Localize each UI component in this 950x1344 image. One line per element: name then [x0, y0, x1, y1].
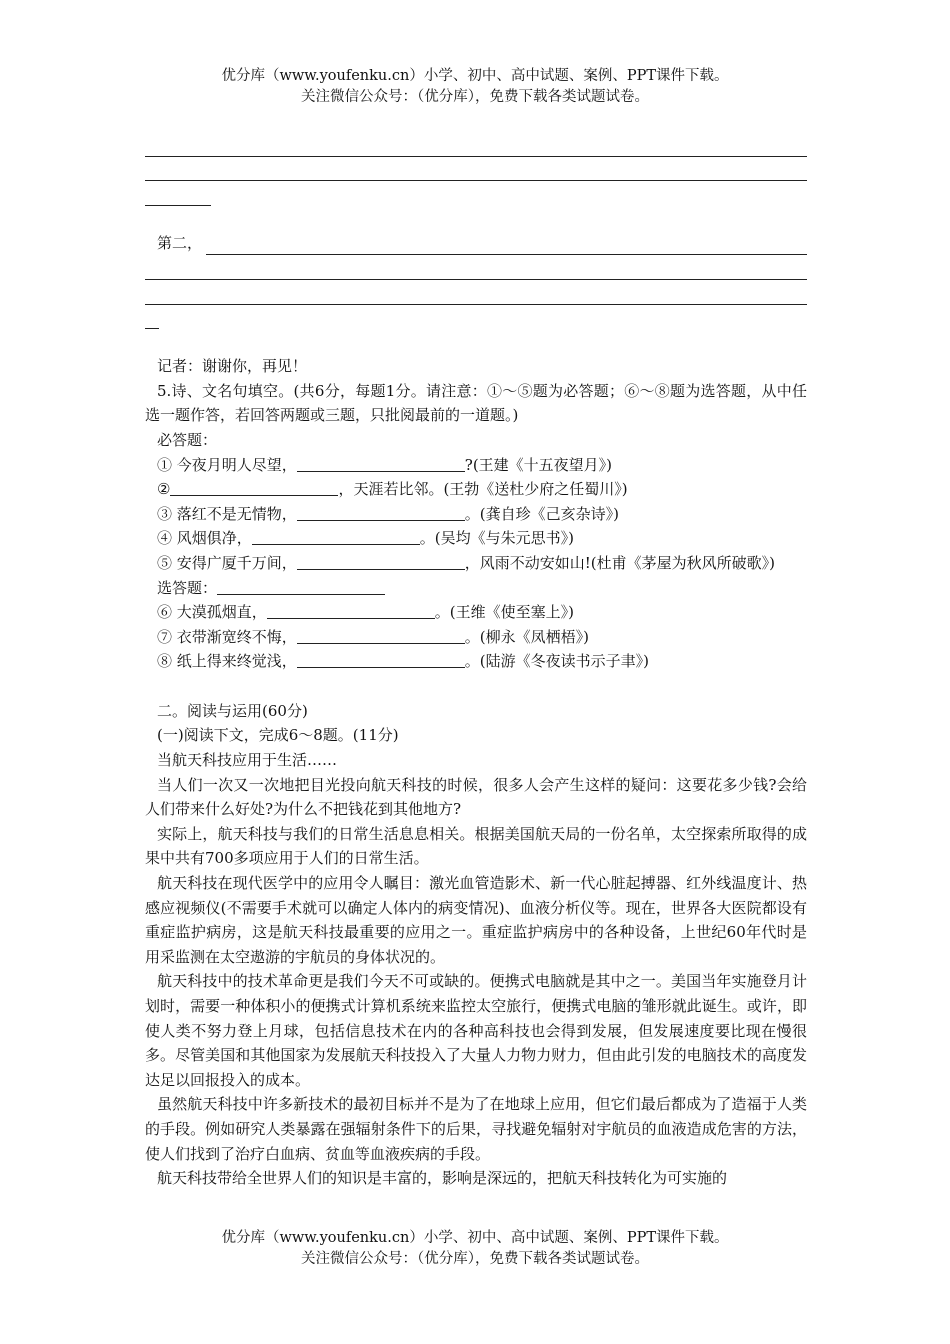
- article-paragraph: 航天科技在现代医学中的应用令人瞩目：激光血管造影术、新一代心脏起搏器、红外线温度计、热感应视频仪(不需要手术就可以确定人体内的病变情况)、血液分析仪等。现在，世界各大医院都设有重症监护病房，这是航天科技最重要的应用之一。重症监护病房中的各种设备，上世纪60年代时是用采监测在太空遨游的宇航员的身体状况的。: [145, 874, 807, 966]
- article-paragraph: 航天科技带给全世界人们的知识是丰富的，影响是深远的，把航天科技转化为可实施的: [157, 1169, 728, 1188]
- article-paragraph: 当人们一次又一次地把目光投向航天科技的时候，很多人会产生这样的疑问：这要花多少钱?会给人们带来什么好处?为什么不把钱花到其他地方?: [145, 775, 807, 819]
- page-footer: [0, 1228, 950, 1270]
- footer-line-1: 优分库（www.youfenku.cn）小学、初中、高中试题、案例、PPT课件下载。: [221, 1230, 729, 1246]
- article-paragraph: 实际上，航天科技与我们的日常生活息息相关。根据美国航天局的一份名单，太空探索所取得的成果中共有700多项应用于人们的日常生活。: [145, 824, 807, 868]
- header-line-1: 优分库（www.youfenku.cn）小学、初中、高中试题、案例、PPT课件下载。: [221, 68, 729, 84]
- poem-item-1: ① 今夜月明人尽望， ?(王建《十五夜望月》): [157, 455, 613, 474]
- section-sub: (一)阅读下文，完成6～8题。(11分): [157, 726, 399, 745]
- poem-item-8: ⑧ 纸上得来终觉浅， 。(陆游《冬夜读书示子聿》): [157, 652, 649, 671]
- answer-line: [145, 132, 807, 157]
- poem-item-5: ⑤ 安得广厦千万间， ，风雨不动安如山!(杜甫《茅屋为秋风所破歌》): [157, 553, 776, 572]
- answer-line: [145, 280, 807, 305]
- poem-item-4: ④ 风烟俱净， 。(吴均《与朱元思书》): [157, 529, 574, 548]
- footer-line-2: 关注微信公众号：（优分库），免费下载各类试题试卷。: [301, 1251, 649, 1267]
- answer-line-short: [145, 181, 211, 206]
- poem-item-2: ② ，天涯若比邻。(王勃《送杜少府之任蜀川》): [157, 480, 628, 499]
- document-body: [145, 132, 807, 1191]
- article-title: 当航天科技应用于生活……: [157, 751, 338, 770]
- answer-line: [145, 255, 807, 280]
- q5-intro: 5.诗、文名句填空。(共6分，每题1分。请注意：①～⑤题为必答题；⑥～⑧题为选答题，从中任选一题作答，若回答两题或三题，只批阅最前的一道题。): [145, 381, 807, 425]
- reporter-line: 记者：谢谢你，再见！: [157, 357, 308, 376]
- second-label: 第二，: [157, 233, 203, 252]
- section-title: 二。阅读与运用(60分): [157, 701, 308, 720]
- poem-item-7: ⑦ 衣带渐宽终不悔， 。(柳永《凤栖梧》): [157, 627, 589, 646]
- required-label: 必答题：: [157, 430, 218, 449]
- answer-line: [206, 238, 807, 255]
- second-answer-row: [145, 231, 807, 256]
- answer-line: [145, 157, 807, 182]
- answer-line-tail: [145, 305, 807, 330]
- poem-item-3: ③ 落红不是无情物， 。(龚自珍《己亥杂诗》): [157, 504, 619, 523]
- poem-item-6: ⑥ 大漠孤烟直， 。(王维《使至塞上》): [157, 603, 574, 622]
- page-header: [0, 66, 950, 108]
- optional-label-row: 选答题：: [145, 576, 807, 601]
- article-paragraph: 虽然航天科技中许多新技术的最初目标并不是为了在地球上应用，但它们最后都成为了造福于人类的手段。例如研究人类暴露在强辐射条件下的后果，寻找避免辐射对宇航员的血液造成危害的方法，使人们找到了治疗白血病、贫血等血液疾病的手段。: [145, 1095, 807, 1163]
- header-line-2: 关注微信公众号：（优分库），免费下载各类试题试卷。: [301, 89, 649, 105]
- article-paragraph: 航天科技中的技术革命更是我们今天不可或缺的。便携式电脑就是其中之一。美国当年实施登月计划时，需要一种体积小的便携式计算机系统来监控太空旅行，便携式电脑的雏形就此诞生。或许，即使人类不努力登上月球，包括信息技术在内的各种高科技也会得到发展，但发展速度要比现在慢很多。尽管美国和其他国家为发展航天科技投入了大量人力物力财力，但由此引发的电脑技术的高度发达足以回报投入的成本。: [145, 972, 807, 1089]
